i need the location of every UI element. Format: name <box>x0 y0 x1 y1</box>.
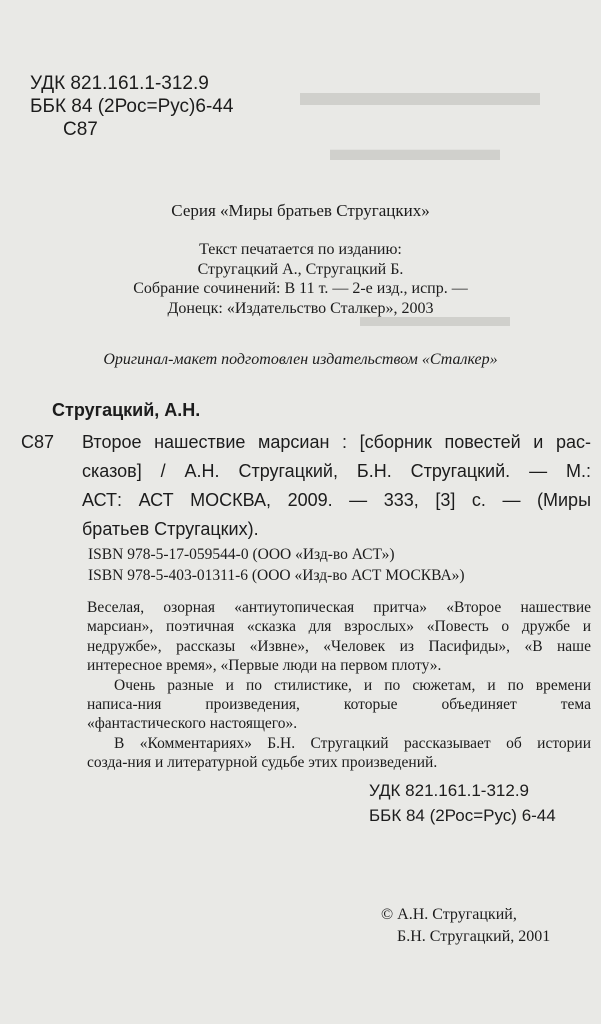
bbk-code: ББК 84 (2Рос=Рус) 6-44 <box>369 806 556 825</box>
layout-credit: Оригинал-макет подготовлен издательством «Сталкер» <box>103 351 498 368</box>
bbk-code: ББК 84 (2Рос=Рус)6-44 <box>30 96 234 117</box>
annotation-text: недружбе», рассказы «Извне», «Человек из Пасифиды», «В наше <box>87 637 591 655</box>
source-line: Текст печатается по изданию: <box>199 241 402 258</box>
annotation-word: написа-ния <box>87 696 162 714</box>
source-line: Стругацкий А., Стругацкий Б. <box>197 260 404 278</box>
annotation-line <box>87 753 591 772</box>
annotation-text: Веселая, озорная «антиутопическая притча» «Второе нашествие <box>87 599 591 616</box>
series-title: Серия «Миры братьев Стругацких» <box>171 201 430 220</box>
catalog-text: сказов] / А.Н. Стругацкий, Б.Н. Стругацкий. — М.: <box>82 461 591 481</box>
annotation-text: Очень разные и по стилистике, и по сюжетам, и по времени <box>114 676 591 694</box>
annotation-word: произведения, <box>205 696 300 714</box>
top-classification <box>30 72 233 141</box>
bleed-through-decoration: ▬▬▬▬▬ <box>330 130 500 168</box>
annotation-text: интересное время», «Первые люди на первом плоту». <box>87 657 442 675</box>
catalog-cipher: С87 <box>21 432 55 452</box>
annotation-text: марсиан», поэтичная «сказка для взрослых» «Повесть о дружбе и <box>87 618 591 636</box>
annotation-line <box>87 695 591 714</box>
author-cipher: С87 <box>63 119 98 140</box>
annotation-text: В «Комментариях» Б.Н. Стругацкий рассказывает об истории <box>114 734 591 752</box>
bottom-classification <box>369 778 556 828</box>
annotation-line <box>87 714 591 733</box>
catalog-line <box>21 515 591 544</box>
copyright-line: Б.Н. Стругацкий, 2001 <box>397 928 551 945</box>
isbn-block <box>88 544 465 586</box>
annotation-word: которые <box>343 696 398 714</box>
annotation-line <box>87 734 591 753</box>
annotation-text: «фантастического настоящего». <box>87 715 298 733</box>
catalog-entry <box>21 428 591 544</box>
catalog-line <box>21 486 591 515</box>
annotation-text: созда-ния и литературной судьбе этих произведений. <box>87 754 438 772</box>
annotation-line <box>87 656 591 675</box>
udk-code: УДК 821.161.1-312.9 <box>30 73 209 94</box>
annotation-word: объединяет <box>441 696 517 714</box>
isbn-line: ISBN 978-5-17-059544-0 (ООО «Изд-во АСТ») <box>88 546 395 563</box>
annotation-line <box>87 617 591 636</box>
catalog-text: братьев Стругацких). <box>82 519 259 539</box>
bleed-through-decoration: ▬▬▬▬▬ <box>360 300 510 333</box>
copyright <box>381 904 550 948</box>
annotation-word: тема <box>560 696 591 714</box>
annotation <box>87 598 591 773</box>
catalog-author: Стругацкий, А.Н. <box>52 400 201 420</box>
catalog-text: АСТ: АСТ МОСКВА, 2009. — 333, [3] с. — (Миры <box>82 490 591 510</box>
bleed-through-decoration: ▬▬▬▬▬▬ <box>300 70 540 114</box>
source-edition <box>0 240 601 318</box>
source-line: Собрание сочинений: В 11 т. — 2-е изд., испр. — <box>133 280 468 297</box>
catalog-line <box>21 428 591 457</box>
catalog-line <box>21 457 591 486</box>
copyright-line: © А.Н. Стругацкий, <box>381 906 517 923</box>
annotation-line <box>87 598 591 617</box>
catalog-text: Второе нашествие марсиан : [сборник повестей и рас- <box>82 432 591 452</box>
annotation-line <box>87 676 591 695</box>
annotation-line <box>87 637 591 656</box>
source-line: Донецк: «Издательство Сталкер», 2003 <box>167 299 434 317</box>
isbn-line: ISBN 978-5-403-01311-6 (ООО «Изд-во АСТ МОСКВА») <box>88 567 465 584</box>
udk-code: УДК 821.161.1-312.9 <box>369 781 530 800</box>
